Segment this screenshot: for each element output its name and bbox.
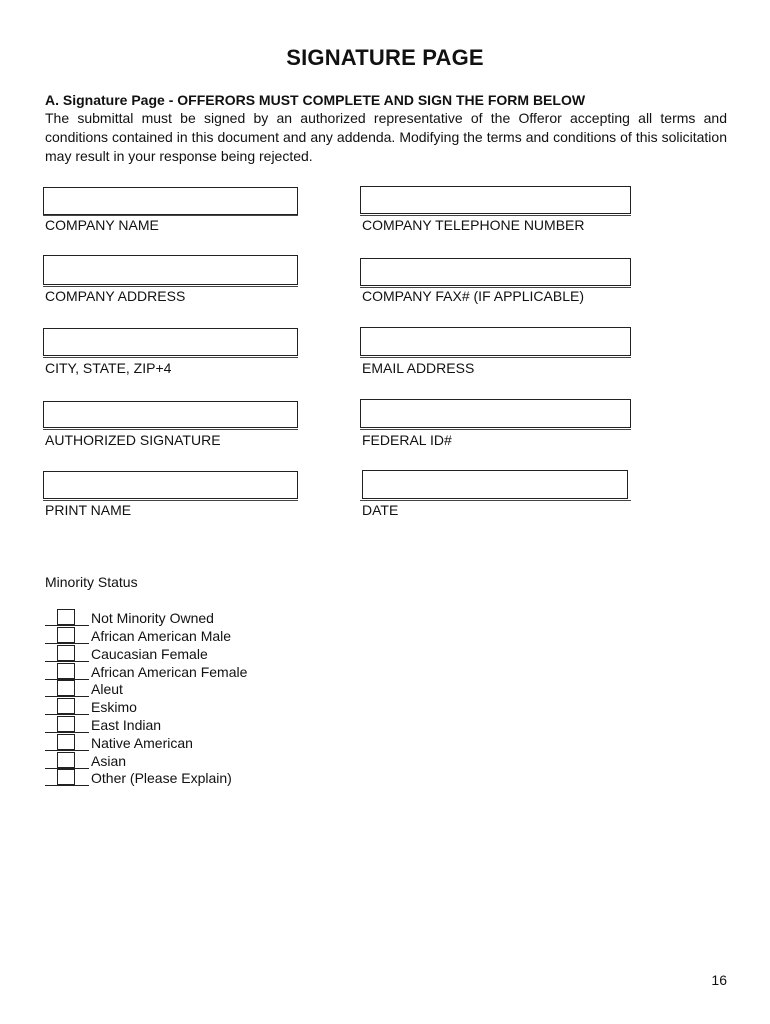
- page-title: SIGNATURE PAGE: [286, 45, 484, 70]
- aleut-checkbox[interactable]: [57, 680, 75, 696]
- option-underline: [45, 785, 89, 786]
- company-name-label: COMPANY NAME: [45, 217, 159, 233]
- option-label: Asian: [91, 753, 127, 769]
- authorized-signature-line: [43, 429, 298, 430]
- minority-option: [45, 718, 345, 736]
- print-name-line: [43, 500, 298, 501]
- option-label: Other (Please Explain): [91, 770, 232, 786]
- african-american-female-checkbox[interactable]: [57, 663, 75, 679]
- company-telephone-line: [360, 215, 631, 216]
- date-label: DATE: [362, 502, 399, 518]
- federal-id-field[interactable]: [360, 399, 631, 428]
- option-underline: [45, 696, 89, 697]
- minority-option: [45, 736, 345, 754]
- native-american-checkbox[interactable]: [57, 734, 75, 750]
- minority-option: [45, 629, 345, 647]
- option-label: Aleut: [91, 681, 123, 697]
- company-address-label: COMPANY ADDRESS: [45, 288, 186, 304]
- minority-option: [45, 647, 345, 665]
- minority-option: [45, 700, 345, 718]
- option-underline: [45, 714, 89, 715]
- date-field[interactable]: [362, 470, 628, 499]
- option-underline: [45, 661, 89, 662]
- option-label: Caucasian Female: [91, 646, 208, 662]
- federal-id-label: FEDERAL ID#: [362, 432, 452, 448]
- company-telephone-label: COMPANY TELEPHONE NUMBER: [362, 217, 585, 233]
- city-state-zip-line: [43, 357, 298, 358]
- option-underline: [45, 643, 89, 644]
- section-heading: A. Signature Page - OFFERORS MUST COMPLETE AND SIGN THE FORM BELOW: [45, 92, 586, 108]
- email-address-field[interactable]: [360, 327, 631, 356]
- authorized-signature-label: AUTHORIZED SIGNATURE: [45, 432, 221, 448]
- minority-option: [45, 771, 345, 789]
- intro-paragraph: The submittal must be signed by an authorized representative of the Offeror accepting all terms and conditions contained in this document and any addenda. Modifying the terms and conditions of this solicitation may result in your response being rejected.: [45, 110, 727, 164]
- company-fax-label: COMPANY FAX# (IF APPLICABLE): [362, 288, 584, 304]
- authorized-signature-field[interactable]: [43, 401, 298, 428]
- company-name-line: [43, 215, 298, 216]
- print-name-field[interactable]: [43, 471, 298, 499]
- print-name-label: PRINT NAME: [45, 502, 132, 518]
- not-minority-owned-checkbox[interactable]: [57, 609, 75, 625]
- asian-checkbox[interactable]: [57, 752, 75, 768]
- company-address-field[interactable]: [43, 255, 298, 285]
- option-label: African American Female: [91, 664, 248, 680]
- east-indian-checkbox[interactable]: [57, 716, 75, 732]
- company-fax-field[interactable]: [360, 258, 631, 286]
- caucasian-female-checkbox[interactable]: [57, 645, 75, 661]
- page-number: 16: [711, 972, 727, 988]
- email-address-label: EMAIL ADDRESS: [362, 360, 475, 376]
- option-label: Native American: [91, 735, 193, 751]
- option-label: African American Male: [91, 628, 232, 644]
- option-label: Not Minority Owned: [91, 610, 214, 626]
- other-checkbox[interactable]: [57, 769, 75, 785]
- company-name-field[interactable]: [43, 187, 298, 215]
- city-state-zip-field[interactable]: [43, 328, 298, 356]
- option-underline: [45, 750, 89, 751]
- date-line: [360, 500, 631, 501]
- city-state-zip-label: CITY, STATE, ZIP+4: [45, 360, 172, 376]
- minority-option: [45, 682, 345, 700]
- option-underline: [45, 732, 89, 733]
- option-underline: [45, 625, 89, 626]
- option-label: Eskimo: [91, 699, 137, 715]
- eskimo-checkbox[interactable]: [57, 698, 75, 714]
- option-label: East Indian: [91, 717, 162, 733]
- company-address-line: [43, 286, 298, 287]
- african-american-male-checkbox[interactable]: [57, 627, 75, 643]
- minority-option: [45, 611, 345, 629]
- federal-id-line: [360, 429, 631, 430]
- company-telephone-field[interactable]: [360, 186, 631, 214]
- minority-option: [45, 665, 345, 683]
- minority-status-title: Minority Status: [45, 574, 138, 590]
- email-address-line: [360, 357, 631, 358]
